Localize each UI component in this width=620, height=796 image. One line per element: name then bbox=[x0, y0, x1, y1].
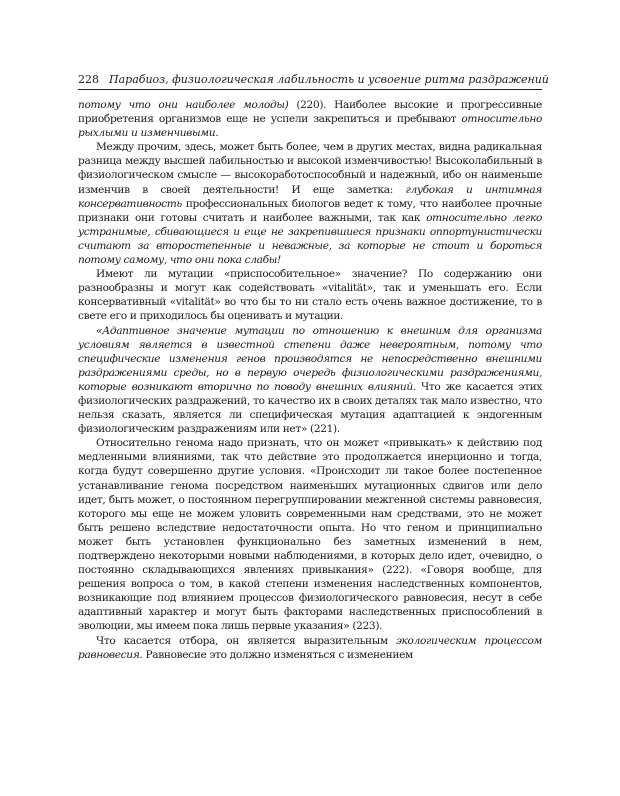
italic-run: экологическим процессом равновесия. bbox=[78, 634, 542, 661]
page-header bbox=[78, 66, 549, 86]
text-run: (220). Наиболее высокие и прогрессивные приобретения организмов еще не успели закрепиться и пребывают bbox=[78, 99, 542, 126]
paragraph-1 bbox=[78, 98, 542, 140]
text-run: Имеют ли мутации «приспособительное» значение? По содержанию они разнообразны и могут как содействовать «vitalität», так и уменьшать его. Если консервативный «vitalität» во что бы то ни стало есть очень важное достижение, то в свете его и приходилось бы оценивать и мутации. bbox=[78, 268, 542, 323]
paragraph-4 bbox=[78, 324, 542, 437]
italic-run: потому что они наиболее молоды) bbox=[78, 99, 289, 111]
text-run: Относительно генома надо признать, что он может «привыкать» к действию под медленными влияниями, так что действие это продолжается инерционно и тогда, когда будут совершенно другие условия. «Происходит ли такое более постепенное устанавливание генома посредством наименьших мутационных сдвигов или дело идет, быть может, о постоянном перегруппировании межгенной системы равновесия, которого мы еще не можем уловить современными нам средствами, это не может быть решено вследствие недостаточности опыта. Но что геном и принципиально может быть установлен функционально без заметных изменений в нем, подтверждено некоторыми новыми наблюдениями, в которых дело идет, очевидно, о постоянно складывающихся явлениях привыкания» (222). «Говоря вообще, для решения вопроса о том, в какой степени изменения наследственных компонентов, возникающие под влиянием процессов физиологического равновесия, несут в себе адаптивный характер и могут быть факторами наследственных приспособлений в эволюции, мы имеем пока лишь первые указания» (223). bbox=[78, 437, 542, 633]
running-title: Парабиоз, физиологическая лабильность и усвоение ритма раздражений bbox=[109, 73, 549, 86]
text-run: Что касается отбора, он является выразительным bbox=[96, 634, 396, 647]
header-rule bbox=[78, 89, 542, 90]
text-run: Равновесие это должно изменяться с изменением bbox=[142, 648, 413, 661]
body-text bbox=[78, 98, 542, 662]
page-number: 228 bbox=[78, 73, 99, 86]
text-run: Между прочим, здесь, может быть более, чем в других местах, видна радикальная разница между высшей лабильностью и высокой изменчивостью! Высоколабильный в физиологическом смысле — высокоработоспособный и надежный, ибо он наименьше изменчив в своей деятельности! И еще заметка: bbox=[78, 141, 542, 196]
text-run: Что же касается этих физиологических раздражений, то качество их в своих деталях так мало известно, что нельзя сказать, является ли специфическая мутация адаптацией к эндогенным физиологическим раздражениям или нет» (221). bbox=[78, 380, 543, 436]
paragraph-5 bbox=[78, 436, 542, 633]
paragraph-6 bbox=[78, 634, 542, 662]
italic-run: глубокая и интимная консервативность bbox=[78, 183, 542, 210]
text-run: профессиональных биологов ведет к тому, что наиболее прочные признаки они готовы считать и наиболее важными, так как bbox=[78, 197, 542, 224]
paragraph-3 bbox=[78, 267, 542, 323]
italic-run: относительно рыхлыми и изменчивыми. bbox=[78, 113, 542, 140]
paragraph-2 bbox=[78, 140, 542, 267]
italic-run: «Адаптивное значение мутации по отношению к внешним для организма условиям является в известной степени даже невероятным, потому что специфические изменения генов производятся не непосредственно внешними раздражениями среды, но в первую очередь физиологическими раздражениями, которые возникают вторично по поводу внешних влияний. bbox=[78, 324, 542, 393]
italic-run: относительно легко устранимые, сбивающиеся и еще не закрепившиеся признаки оппортунистически считают за второстепенные и неважные, за которые не стоит и бороться потому самому, что они пока слабы! bbox=[78, 211, 543, 267]
